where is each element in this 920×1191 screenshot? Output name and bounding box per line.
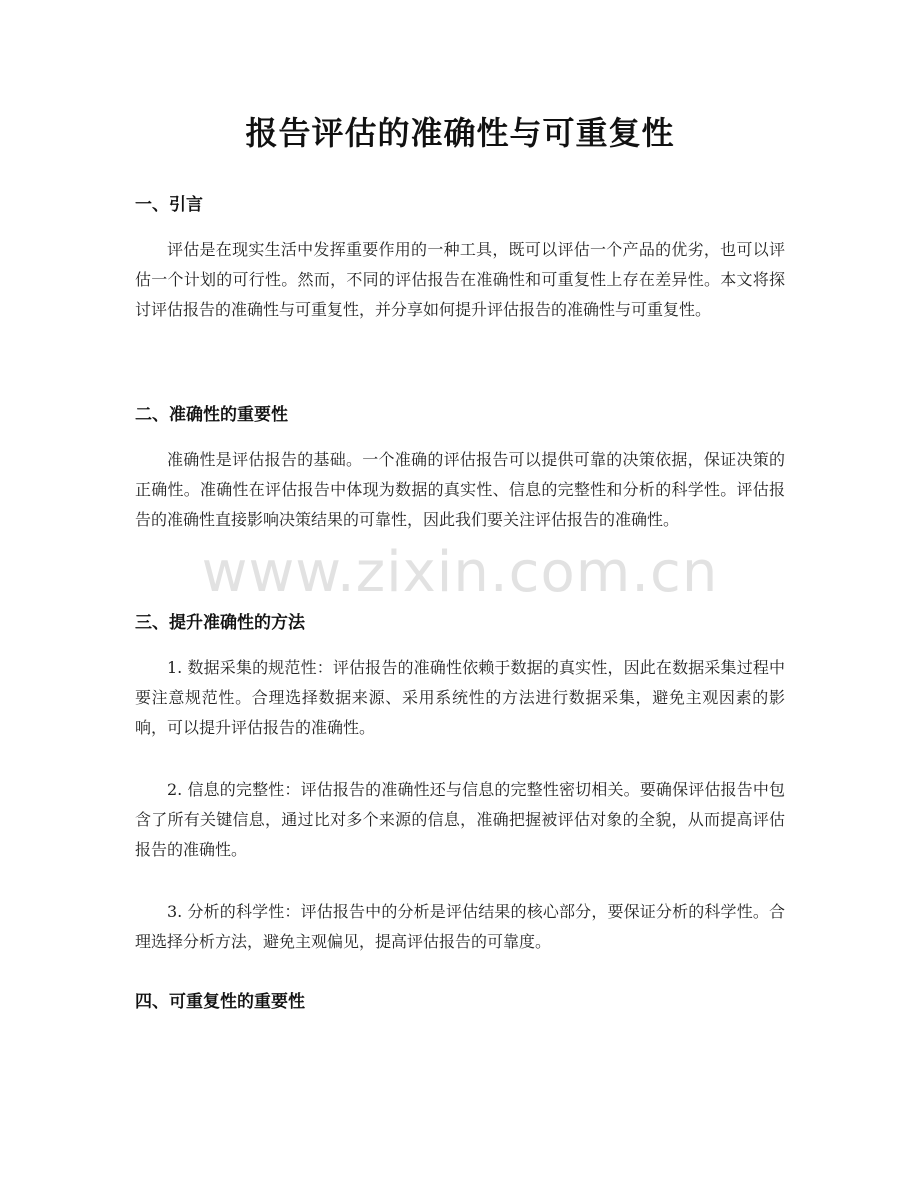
section-heading-accuracy-importance: 二、准确性的重要性 bbox=[135, 405, 288, 425]
document-title: 报告评估的准确性与可重复性 bbox=[245, 114, 675, 152]
section-heading-improve-accuracy: 三、提升准确性的方法 bbox=[135, 613, 305, 633]
paragraph-information-completeness: 2. 信息的完整性：评估报告的准确性还与信息的完整性密切相关。要确保评估报告中包含了所有关键信息，通过比对多个来源的信息，准确把握被评估对象的全貌，从而提高评估报告的准确性。 bbox=[135, 780, 785, 859]
paragraph-data-collection: 1. 数据采集的规范性：评估报告的准确性依赖于数据的真实性，因此在数据采集过程中要注意规范性。合理选择数据来源、采用系统性的方法进行数据采集，避免主观因素的影响，可以提升评估报告的准确性。 bbox=[135, 658, 785, 737]
paragraph-analysis-scientific: 3. 分析的科学性：评估报告中的分析是评估结果的核心部分，要保证分析的科学性。合理选择分析方法，避免主观偏见，提高评估报告的可靠度。 bbox=[135, 902, 785, 951]
watermark: www.zixin.com.cn bbox=[201, 540, 719, 605]
section-heading-repeatability-importance: 四、可重复性的重要性 bbox=[135, 992, 305, 1012]
paragraph-introduction: 评估是在现实生活中发挥重要作用的一种工具，既可以评估一个产品的优劣，也可以评估一个计划的可行性。然而，不同的评估报告在准确性和可重复性上存在差异性。本文将探讨评估报告的准确性与可重复性，并分享如何提升评估报告的准确性与可重复性。 bbox=[135, 240, 785, 319]
paragraph-accuracy-importance: 准确性是评估报告的基础。一个准确的评估报告可以提供可靠的决策依据，保证决策的正确性。准确性在评估报告中体现为数据的真实性、信息的完整性和分析的科学性。评估报告的准确性直接影响决策结果的可靠性，因此我们要关注评估报告的准确性。 bbox=[135, 450, 785, 529]
section-heading-introduction: 一、引言 bbox=[135, 195, 203, 215]
